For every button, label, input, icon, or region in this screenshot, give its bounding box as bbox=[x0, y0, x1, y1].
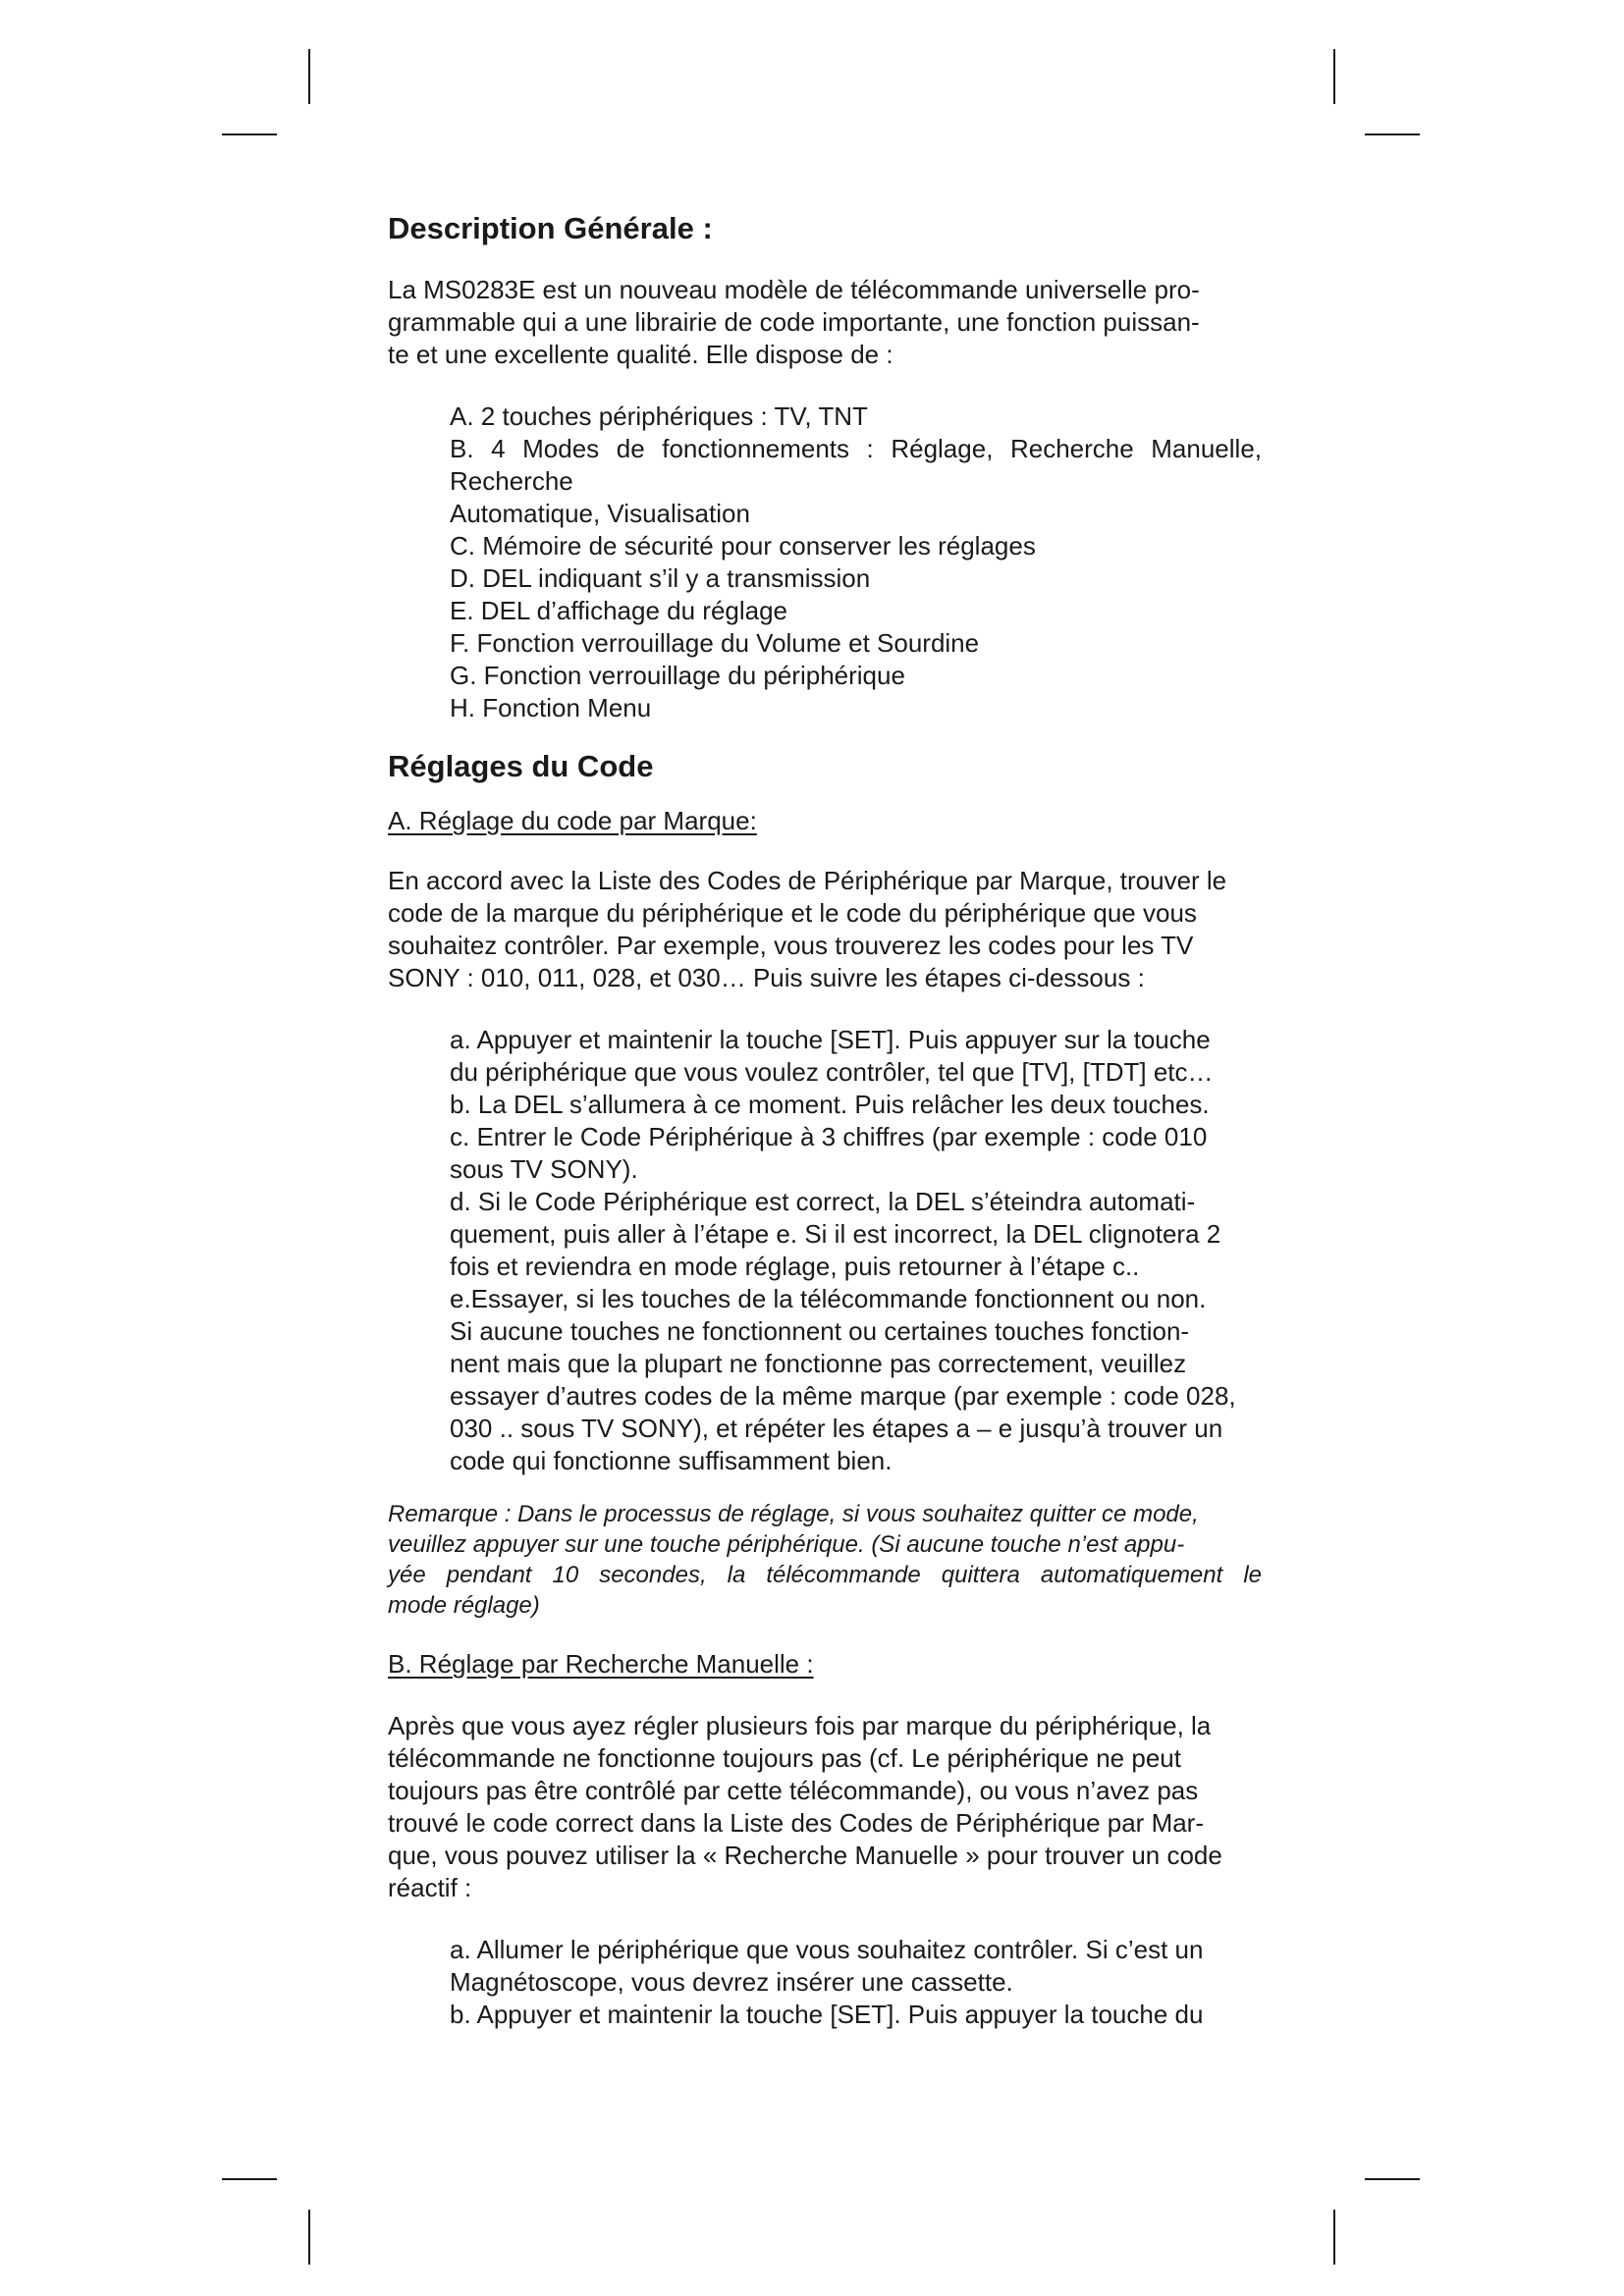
text-line: Remarque : Dans le processus de réglage, si vous souhaitez quitter ce mode, bbox=[388, 1501, 1199, 1527]
brand-intro-paragraph bbox=[388, 865, 1262, 994]
list-item: code qui fonctionne suffisamment bien. bbox=[450, 1446, 893, 1475]
list-item: nent mais que la plupart ne fonctionne pas correctement, veuillez bbox=[450, 1349, 1187, 1378]
brand-steps-list bbox=[450, 1024, 1262, 1477]
list-item: F. Fonction verrouillage du Volume et Sourdine bbox=[450, 628, 980, 658]
text-line: te et une excellente qualité. Elle dispose de : bbox=[388, 340, 893, 369]
list-item: Recherche bbox=[450, 466, 573, 496]
text-line: réactif : bbox=[388, 1873, 472, 1902]
remark-note bbox=[388, 1499, 1262, 1621]
list-item: C. Mémoire de sécurité pour conserver les réglages bbox=[450, 531, 1036, 561]
subsection-heading-manual-search: B. Réglage par Recherche Manuelle : bbox=[388, 1649, 814, 1679]
list-item: a. Appuyer et maintenir la touche [SET]. Puis appuyer sur la touche bbox=[450, 1025, 1211, 1054]
text-line: télécommande ne fonctionne toujours pas (cf. Le périphérique ne peut bbox=[388, 1743, 1181, 1773]
manual-search-steps-list bbox=[450, 1934, 1262, 2031]
list-item: c. Entrer le Code Périphérique à 3 chiffres (par exemple : code 010 bbox=[450, 1122, 1208, 1151]
crop-mark-top-right-vertical bbox=[1333, 49, 1335, 104]
crop-mark-top-left-vertical bbox=[308, 49, 310, 104]
crop-mark-bottom-right-vertical bbox=[1333, 2210, 1335, 2265]
list-item: B. 4 Modes de fonctionnements : Réglage, Recherche Manuelle, bbox=[450, 434, 1262, 463]
list-item: E. DEL d’affichage du réglage bbox=[450, 596, 788, 625]
section-title-code-settings: Réglages du Code bbox=[388, 749, 654, 783]
description-paragraph bbox=[388, 274, 1262, 371]
text-line: SONY : 010, 011, 028, et 030… Puis suivre les étapes ci-dessous : bbox=[388, 963, 1145, 992]
page-content bbox=[388, 208, 1262, 2031]
text-line: mode réglage) bbox=[388, 1592, 540, 1619]
list-item: fois et reviendra en mode réglage, puis retourner à l’étape c.. bbox=[450, 1252, 1140, 1281]
list-item: e.Essayer, si les touches de la télécommande fonctionnent ou non. bbox=[450, 1284, 1207, 1313]
section-title-description: Description Générale : bbox=[388, 211, 713, 245]
crop-mark-top-right-horizontal bbox=[1365, 133, 1420, 135]
list-item: A. 2 touches périphériques : TV, TNT bbox=[450, 401, 868, 431]
crop-mark-bottom-left-vertical bbox=[308, 2210, 310, 2265]
text-line: En accord avec la Liste des Codes de Périphérique par Marque, trouver le bbox=[388, 866, 1227, 895]
list-item: G. Fonction verrouillage du périphérique bbox=[450, 661, 905, 690]
text-line: toujours pas être contrôlé par cette télécommande), ou vous n’avez pas bbox=[388, 1776, 1199, 1805]
list-item: du périphérique que vous voulez contrôler, tel que [TV], [TDT] etc… bbox=[450, 1057, 1214, 1087]
list-item: d. Si le Code Périphérique est correct, la DEL s’éteindra automati- bbox=[450, 1187, 1196, 1216]
list-item: Magnétoscope, vous devrez insérer une cassette. bbox=[450, 1967, 1013, 1997]
manual-search-intro-paragraph bbox=[388, 1710, 1262, 1904]
crop-mark-bottom-right-horizontal bbox=[1365, 2178, 1420, 2180]
text-line: souhaitez contrôler. Par exemple, vous trouverez les codes pour les TV bbox=[388, 931, 1194, 960]
text-line: que, vous pouvez utiliser la « Recherche Manuelle » pour trouver un code bbox=[388, 1841, 1222, 1870]
list-item: D. DEL indiquant s’il y a transmission bbox=[450, 563, 871, 593]
subsection-heading-brand: A. Réglage du code par Marque: bbox=[388, 806, 757, 835]
list-item: 030 .. sous TV SONY), et répéter les étapes a – e jusqu’à trouver un bbox=[450, 1414, 1223, 1443]
text-line: trouvé le code correct dans la Liste des Codes de Périphérique par Mar- bbox=[388, 1808, 1204, 1838]
crop-mark-bottom-left-horizontal bbox=[222, 2178, 277, 2180]
text-line: yée pendant 10 secondes, la télécommande quittera automatiquement le bbox=[388, 1562, 1262, 1588]
list-item: a. Allumer le périphérique que vous souhaitez contrôler. Si c’est un bbox=[450, 1935, 1204, 1964]
text-line: Après que vous ayez régler plusieurs fois par marque du périphérique, la bbox=[388, 1711, 1212, 1740]
list-item: Automatique, Visualisation bbox=[450, 499, 750, 528]
list-item: quement, puis aller à l’étape e. Si il est incorrect, la DEL clignotera 2 bbox=[450, 1219, 1221, 1249]
list-item: b. Appuyer et maintenir la touche [SET]. Puis appuyer la touche du bbox=[450, 2000, 1204, 2029]
crop-mark-top-left-horizontal bbox=[222, 133, 277, 135]
feature-list bbox=[450, 400, 1262, 724]
text-line: code de la marque du périphérique et le code du périphérique que vous bbox=[388, 898, 1197, 928]
text-line: veuillez appuyer sur une touche périphérique. (Si aucune touche n’est appu- bbox=[388, 1531, 1185, 1558]
text-line: La MS0283E est un nouveau modèle de télécommande universelle pro- bbox=[388, 275, 1200, 304]
list-item: Si aucune touches ne fonctionnent ou certaines touches fonction- bbox=[450, 1316, 1190, 1346]
list-item: essayer d’autres codes de la même marque (par exemple : code 028, bbox=[450, 1381, 1236, 1411]
list-item: b. La DEL s’allumera à ce moment. Puis relâcher les deux touches. bbox=[450, 1090, 1210, 1119]
list-item: H. Fonction Menu bbox=[450, 693, 652, 722]
text-line: grammable qui a une librairie de code importante, une fonction puissan- bbox=[388, 307, 1200, 337]
list-item: sous TV SONY). bbox=[450, 1154, 638, 1184]
